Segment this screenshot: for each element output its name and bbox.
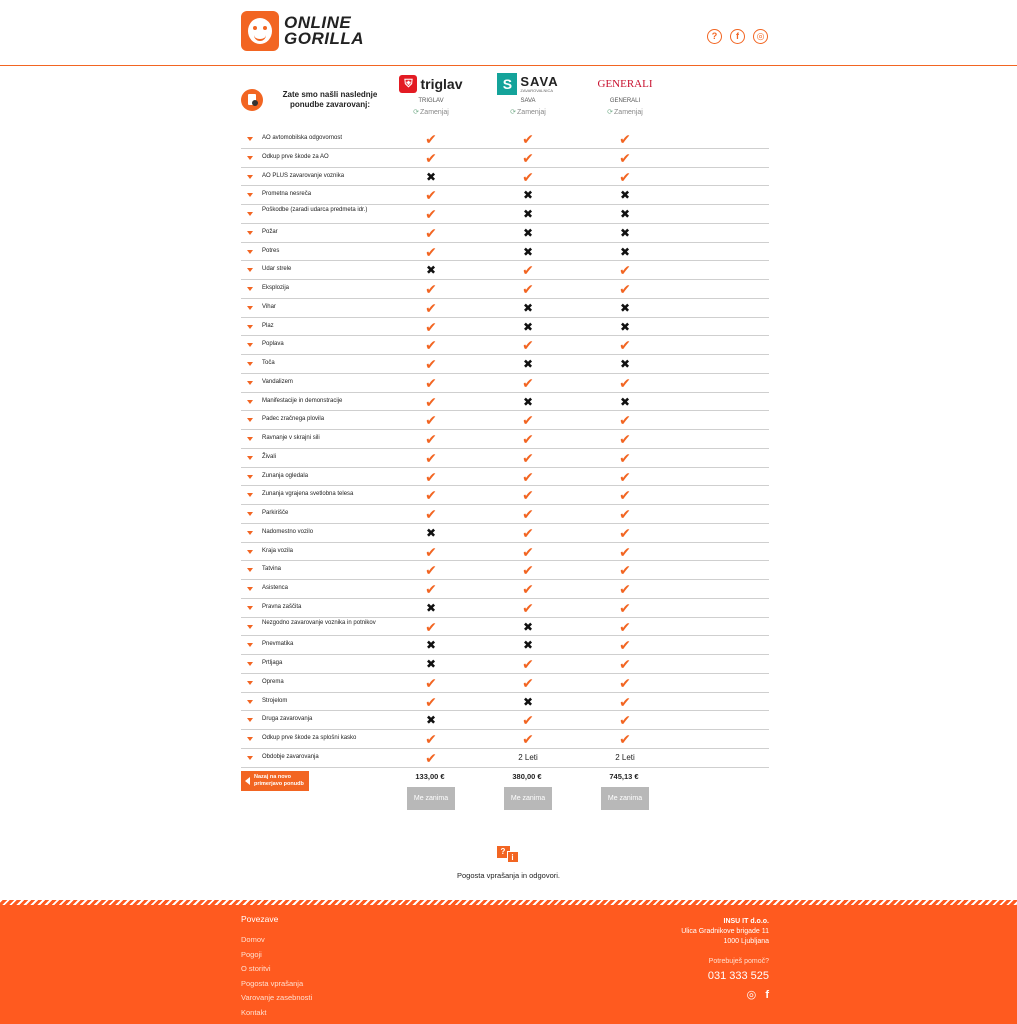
check-icon: ✔ xyxy=(522,412,534,429)
table-row[interactable] xyxy=(241,261,769,280)
back-arrow-icon xyxy=(245,777,250,785)
table-row[interactable] xyxy=(241,561,769,580)
help-text: Potrebuješ pomoč? xyxy=(708,958,769,965)
coverage-label: Odkup prve škode za AO xyxy=(262,153,329,160)
coverage-label: Ravnanje v skrajni sili xyxy=(262,435,320,441)
table-row[interactable] xyxy=(241,636,769,655)
comparison-table xyxy=(241,130,769,768)
coverage-label: Odkup prve škode za splošni kasko xyxy=(262,735,357,741)
expand-arrow-icon[interactable] xyxy=(247,737,253,741)
coverage-label: Kraja vozila xyxy=(262,547,294,554)
triglav-logo: ⛨ triglav xyxy=(391,72,471,96)
sava-s-icon: S xyxy=(497,73,517,95)
table-row[interactable] xyxy=(241,318,769,337)
check-icon: ✔ xyxy=(425,543,437,560)
cross-icon: ✖ xyxy=(522,694,534,709)
check-icon: ✔ xyxy=(522,374,534,391)
check-icon: ✔ xyxy=(619,674,631,691)
instagram-icon[interactable]: ◎ xyxy=(753,29,768,44)
phone-number[interactable]: 031 333 525 xyxy=(707,970,769,982)
cross-icon: ✖ xyxy=(425,263,437,278)
expand-arrow-icon[interactable] xyxy=(247,512,253,516)
check-icon: ✔ xyxy=(619,337,631,354)
check-icon: ✔ xyxy=(619,599,631,616)
table-row[interactable] xyxy=(241,486,769,505)
cross-icon: ✖ xyxy=(619,188,631,203)
insurer-generali xyxy=(585,72,665,116)
expand-arrow-icon[interactable] xyxy=(247,681,253,685)
expand-arrow-icon[interactable] xyxy=(247,381,253,385)
table-row[interactable] xyxy=(241,393,769,412)
check-icon: ✔ xyxy=(522,712,534,729)
expand-arrow-icon[interactable] xyxy=(247,287,253,291)
check-icon: ✔ xyxy=(522,262,534,279)
facebook-icon[interactable]: f xyxy=(730,29,745,44)
check-icon: ✔ xyxy=(425,581,437,597)
expand-arrow-icon[interactable] xyxy=(247,437,253,441)
check-icon: ✔ xyxy=(619,468,631,485)
cross-icon: ✖ xyxy=(522,357,534,371)
table-row[interactable] xyxy=(241,411,769,430)
check-icon: ✔ xyxy=(619,693,631,710)
check-icon: ✔ xyxy=(425,224,437,241)
company-city: 1000 Ljubljana xyxy=(723,938,769,945)
expand-arrow-icon[interactable] xyxy=(247,531,253,535)
table-row[interactable] xyxy=(241,543,769,562)
cross-icon: ✖ xyxy=(522,188,534,203)
check-icon: ✔ xyxy=(522,131,534,147)
offers-intro: Zate smo našli naslednje ponudbe zavarovanj: xyxy=(282,90,378,109)
table-row[interactable] xyxy=(241,730,769,749)
check-icon: ✔ xyxy=(522,487,534,504)
check-icon: ✔ xyxy=(619,656,631,672)
expand-arrow-icon[interactable] xyxy=(247,212,253,216)
table-row[interactable] xyxy=(241,280,769,299)
check-icon: ✔ xyxy=(619,731,631,747)
refresh-icon: ⟳ xyxy=(510,109,517,116)
expand-arrow-icon[interactable] xyxy=(247,456,253,460)
expand-arrow-icon[interactable] xyxy=(247,625,253,629)
expand-arrow-icon[interactable] xyxy=(247,568,253,572)
footer-links-title: Povezave xyxy=(241,914,279,924)
swap-button[interactable]: ⟳Zamenjaj xyxy=(607,109,643,116)
insurer-triglav xyxy=(391,72,471,116)
insurer-sava xyxy=(488,72,568,116)
check-icon: ✔ xyxy=(425,449,437,466)
coverage-label: Prtljaga xyxy=(262,660,283,666)
check-icon: ✔ xyxy=(619,562,631,579)
coverage-value: 2 Leti xyxy=(518,752,538,762)
table-row[interactable] xyxy=(241,355,769,374)
footer-link-pogoji[interactable]: Pogoji xyxy=(241,949,262,959)
footer-link-o-storitvi[interactable]: O storitvi xyxy=(241,964,271,973)
coverage-label: Zunanja vgrajena svetlobna telesa xyxy=(262,491,354,498)
expand-arrow-icon[interactable] xyxy=(247,756,253,760)
check-icon: ✔ xyxy=(619,618,631,635)
expand-arrow-icon[interactable] xyxy=(247,231,253,235)
check-icon: ✔ xyxy=(522,543,534,560)
check-icon: ✔ xyxy=(425,206,437,222)
check-icon: ✔ xyxy=(425,356,437,372)
expand-arrow-icon[interactable] xyxy=(247,362,253,366)
me-zanima-button-triglav[interactable]: Me zanima xyxy=(407,787,455,810)
check-icon: ✔ xyxy=(619,581,631,597)
me-zanima-button-sava[interactable]: Me zanima xyxy=(504,787,552,810)
check-icon: ✔ xyxy=(619,374,631,391)
table-row[interactable] xyxy=(241,299,769,318)
table-row[interactable] xyxy=(241,749,769,768)
coverage-label: Toča xyxy=(262,360,275,366)
check-icon: ✔ xyxy=(619,712,631,729)
table-row[interactable] xyxy=(241,336,769,355)
check-icon: ✔ xyxy=(425,487,437,504)
check-icon: ✔ xyxy=(522,581,534,597)
expand-arrow-icon[interactable] xyxy=(247,193,253,197)
site-footer xyxy=(0,900,1017,1024)
coverage-label: Manifestacije in demonstracije xyxy=(262,397,343,404)
check-icon: ✔ xyxy=(425,374,437,391)
expand-arrow-icon[interactable] xyxy=(247,718,253,722)
expand-arrow-icon[interactable] xyxy=(247,418,253,422)
refresh-icon: ⟳ xyxy=(607,109,614,116)
footer-link-faq[interactable]: Pogosta vprašanja xyxy=(241,978,304,988)
check-icon: ✔ xyxy=(425,506,437,522)
refresh-icon: ⟳ xyxy=(413,109,420,116)
expand-arrow-icon[interactable] xyxy=(247,175,253,179)
gorilla-logo-icon xyxy=(241,11,279,51)
cross-icon: ✖ xyxy=(619,207,631,221)
cross-icon: ✖ xyxy=(619,357,631,371)
coverage-label: Nezgodno zavarovanje voznika in potnikov xyxy=(262,619,376,626)
table-row[interactable] xyxy=(241,618,769,637)
coverage-label: Pnevmatika xyxy=(262,641,294,648)
insurer-name: GENERALI xyxy=(609,98,641,104)
insurer-name: TRIGLAV xyxy=(418,98,444,104)
table-row[interactable] xyxy=(241,186,769,205)
check-icon: ✔ xyxy=(619,281,631,297)
check-icon: ✔ xyxy=(425,693,437,710)
coverage-label: Nadomestno vozilo xyxy=(262,528,314,535)
cross-icon: ✖ xyxy=(522,225,534,240)
facebook-icon[interactable]: f xyxy=(765,989,769,1001)
check-icon: ✔ xyxy=(425,187,437,204)
cross-icon: ✖ xyxy=(619,244,631,259)
table-row[interactable] xyxy=(241,449,769,468)
table-row[interactable] xyxy=(241,224,769,243)
check-icon: ✔ xyxy=(522,449,534,466)
new-comparison-button[interactable]: Nazaj na novo primerjavo ponudb xyxy=(241,771,309,791)
check-icon: ✔ xyxy=(522,431,534,447)
coverage-label: Poplava xyxy=(262,341,284,348)
cross-icon: ✖ xyxy=(522,244,534,259)
table-row[interactable] xyxy=(241,468,769,487)
coverage-label: Druga zavarovanja xyxy=(262,716,313,723)
cross-icon: ✖ xyxy=(425,713,437,728)
cross-icon: ✖ xyxy=(425,638,437,653)
table-row[interactable] xyxy=(241,505,769,524)
price-generali: 745,13 € xyxy=(609,772,639,781)
expand-arrow-icon[interactable] xyxy=(247,662,253,666)
table-row[interactable] xyxy=(241,149,769,168)
coverage-label: Živali xyxy=(262,453,277,460)
check-icon: ✔ xyxy=(522,506,534,522)
header-social xyxy=(707,29,768,44)
check-icon: ✔ xyxy=(425,674,437,691)
coverage-label: AO avtomobilska odgovornost xyxy=(262,135,343,141)
check-icon: ✔ xyxy=(425,393,437,410)
check-icon: ✔ xyxy=(522,524,534,541)
table-row[interactable] xyxy=(241,243,769,262)
me-zanima-button-generali[interactable]: Me zanima xyxy=(601,787,649,810)
coverage-label: AO PLUS zavarovanje voznika xyxy=(262,172,345,179)
logo[interactable] xyxy=(241,11,364,51)
table-row[interactable] xyxy=(241,130,769,149)
check-icon: ✔ xyxy=(425,431,437,447)
expand-arrow-icon[interactable] xyxy=(247,250,253,254)
check-icon: ✔ xyxy=(425,337,437,354)
footer-link-kontakt[interactable]: Kontakt xyxy=(241,1007,267,1017)
check-icon: ✔ xyxy=(619,168,631,185)
check-icon: ✔ xyxy=(619,262,631,279)
coverage-label: Plaz xyxy=(262,322,274,329)
cross-icon: ✖ xyxy=(619,300,631,315)
expand-arrow-icon[interactable] xyxy=(247,606,253,610)
coverage-label: Poškodbe (zaradi udarca predmeta idr.) xyxy=(262,207,368,213)
check-icon: ✔ xyxy=(522,281,534,297)
faq-icon: ? i xyxy=(497,846,521,864)
faq-link[interactable] xyxy=(0,846,1017,880)
footer-zigzag xyxy=(0,900,1017,905)
table-row[interactable] xyxy=(241,374,769,393)
cross-icon: ✖ xyxy=(522,619,534,634)
check-icon: ✔ xyxy=(425,731,437,747)
coverage-label: Padec zračnega plovila xyxy=(262,416,325,423)
expand-arrow-icon[interactable] xyxy=(247,400,253,404)
expand-arrow-icon[interactable] xyxy=(247,306,253,310)
footer-contact xyxy=(681,917,769,1000)
table-row[interactable] xyxy=(241,524,769,543)
logo-text: ONLINE GORILLA xyxy=(284,13,364,48)
expand-arrow-icon[interactable] xyxy=(247,343,253,347)
check-icon: ✔ xyxy=(619,449,631,466)
table-row[interactable] xyxy=(241,205,769,224)
check-icon: ✔ xyxy=(619,131,631,147)
check-icon: ✔ xyxy=(425,281,437,297)
site-header xyxy=(0,0,1017,66)
expand-arrow-icon[interactable] xyxy=(247,156,253,160)
coverage-label: Eksplozija xyxy=(262,285,290,291)
footer-link-privacy[interactable]: Varovanje zasebnosti xyxy=(241,993,313,1002)
price-sava: 380,00 € xyxy=(512,772,542,781)
cross-icon: ✖ xyxy=(425,169,437,184)
check-icon: ✔ xyxy=(522,337,534,354)
cross-icon: ✖ xyxy=(619,319,631,334)
table-row[interactable] xyxy=(241,693,769,712)
cross-icon: ✖ xyxy=(619,225,631,240)
table-row[interactable] xyxy=(241,711,769,730)
coverage-label: Prometna nesreča xyxy=(262,191,312,198)
coverage-label: Vihar xyxy=(262,303,276,310)
swap-button[interactable]: ⟳Zamenjaj xyxy=(510,109,546,116)
cross-icon: ✖ xyxy=(522,300,534,315)
coverage-value: 2 Leti xyxy=(615,752,635,762)
coverage-label: Parkirišče xyxy=(262,510,289,516)
check-icon: ✔ xyxy=(425,618,437,635)
check-icon: ✔ xyxy=(522,168,534,185)
instagram-icon[interactable]: ◎ xyxy=(746,989,757,1001)
cross-icon: ✖ xyxy=(425,525,437,540)
coverage-label: Udar strele xyxy=(262,266,292,273)
check-icon: ✔ xyxy=(522,731,534,747)
coverage-label: Požar xyxy=(262,228,278,235)
expand-arrow-icon[interactable] xyxy=(247,643,253,647)
table-row[interactable] xyxy=(241,168,769,187)
check-icon: ✔ xyxy=(425,749,437,766)
footer-link-domov[interactable]: Domov xyxy=(241,935,265,944)
coverage-label: Vandalizem xyxy=(262,378,293,385)
check-icon: ✔ xyxy=(522,149,534,166)
generali-logo: GENERALI xyxy=(597,78,653,90)
coverage-label: Zunanja ogledala xyxy=(262,472,309,479)
expand-arrow-icon[interactable] xyxy=(247,137,253,141)
coverage-label: Strojelom xyxy=(262,697,288,704)
coverage-label: Asistenca xyxy=(262,585,289,591)
coverage-label: Obdobje zavarovanja xyxy=(262,753,319,760)
check-icon: ✔ xyxy=(619,487,631,504)
cross-icon: ✖ xyxy=(522,207,534,221)
coverage-label: Potres xyxy=(262,247,280,254)
cross-icon: ✖ xyxy=(425,657,437,671)
cross-icon: ✖ xyxy=(522,638,534,653)
check-icon: ✔ xyxy=(425,243,437,260)
expand-arrow-icon[interactable] xyxy=(247,493,253,497)
coverage-label: Tatvina xyxy=(262,566,282,573)
triglav-shield-icon: ⛨ xyxy=(399,75,417,93)
footer-links xyxy=(241,914,312,1020)
cross-icon: ✖ xyxy=(425,600,437,615)
check-icon: ✔ xyxy=(425,468,437,485)
check-icon: ✔ xyxy=(619,431,631,447)
check-icon: ✔ xyxy=(522,656,534,672)
check-icon: ✔ xyxy=(522,562,534,579)
check-icon: ✔ xyxy=(619,506,631,522)
check-icon: ✔ xyxy=(619,637,631,654)
check-icon: ✔ xyxy=(619,149,631,166)
expand-arrow-icon[interactable] xyxy=(247,268,253,272)
swap-button[interactable]: ⟳Zamenjaj xyxy=(413,109,449,116)
price-triglav: 133,00 € xyxy=(415,772,445,781)
expand-arrow-icon[interactable] xyxy=(247,550,253,554)
cross-icon: ✖ xyxy=(522,319,534,334)
faq-text[interactable]: Pogosta vprašanja in odgovori. xyxy=(457,871,560,880)
expand-arrow-icon[interactable] xyxy=(247,587,253,591)
table-row[interactable] xyxy=(241,580,769,599)
check-icon: ✔ xyxy=(619,543,631,560)
sava-logo: S SAVA ZAVAROVALNICA xyxy=(488,72,568,96)
cross-icon: ✖ xyxy=(522,394,534,409)
expand-arrow-icon[interactable] xyxy=(247,475,253,479)
check-icon: ✔ xyxy=(425,412,437,429)
check-icon: ✔ xyxy=(425,131,437,147)
check-icon: ✔ xyxy=(425,318,437,335)
help-icon[interactable]: ? xyxy=(707,29,722,44)
table-row[interactable] xyxy=(241,674,769,693)
table-row[interactable] xyxy=(241,430,769,449)
check-icon: ✔ xyxy=(425,299,437,316)
check-icon: ✔ xyxy=(619,524,631,541)
coverage-label: Pravna zaščita xyxy=(262,603,302,610)
check-icon: ✔ xyxy=(425,562,437,579)
check-icon: ✔ xyxy=(619,412,631,429)
document-icon xyxy=(241,89,263,111)
check-icon: ✔ xyxy=(522,468,534,485)
footer-social xyxy=(681,990,769,1000)
company-street: Ulica Gradnikove brigade 11 xyxy=(681,928,769,935)
check-icon: ✔ xyxy=(522,599,534,616)
company-name: INSU IT d.o.o. xyxy=(723,918,769,925)
check-icon: ✔ xyxy=(522,674,534,691)
check-icon: ✔ xyxy=(425,149,437,166)
insurer-name: SAVA xyxy=(520,98,536,104)
coverage-label: Oprema xyxy=(262,678,284,685)
table-row[interactable] xyxy=(241,655,769,674)
expand-arrow-icon[interactable] xyxy=(247,325,253,329)
expand-arrow-icon[interactable] xyxy=(247,700,253,704)
table-row[interactable] xyxy=(241,599,769,618)
cross-icon: ✖ xyxy=(619,394,631,409)
